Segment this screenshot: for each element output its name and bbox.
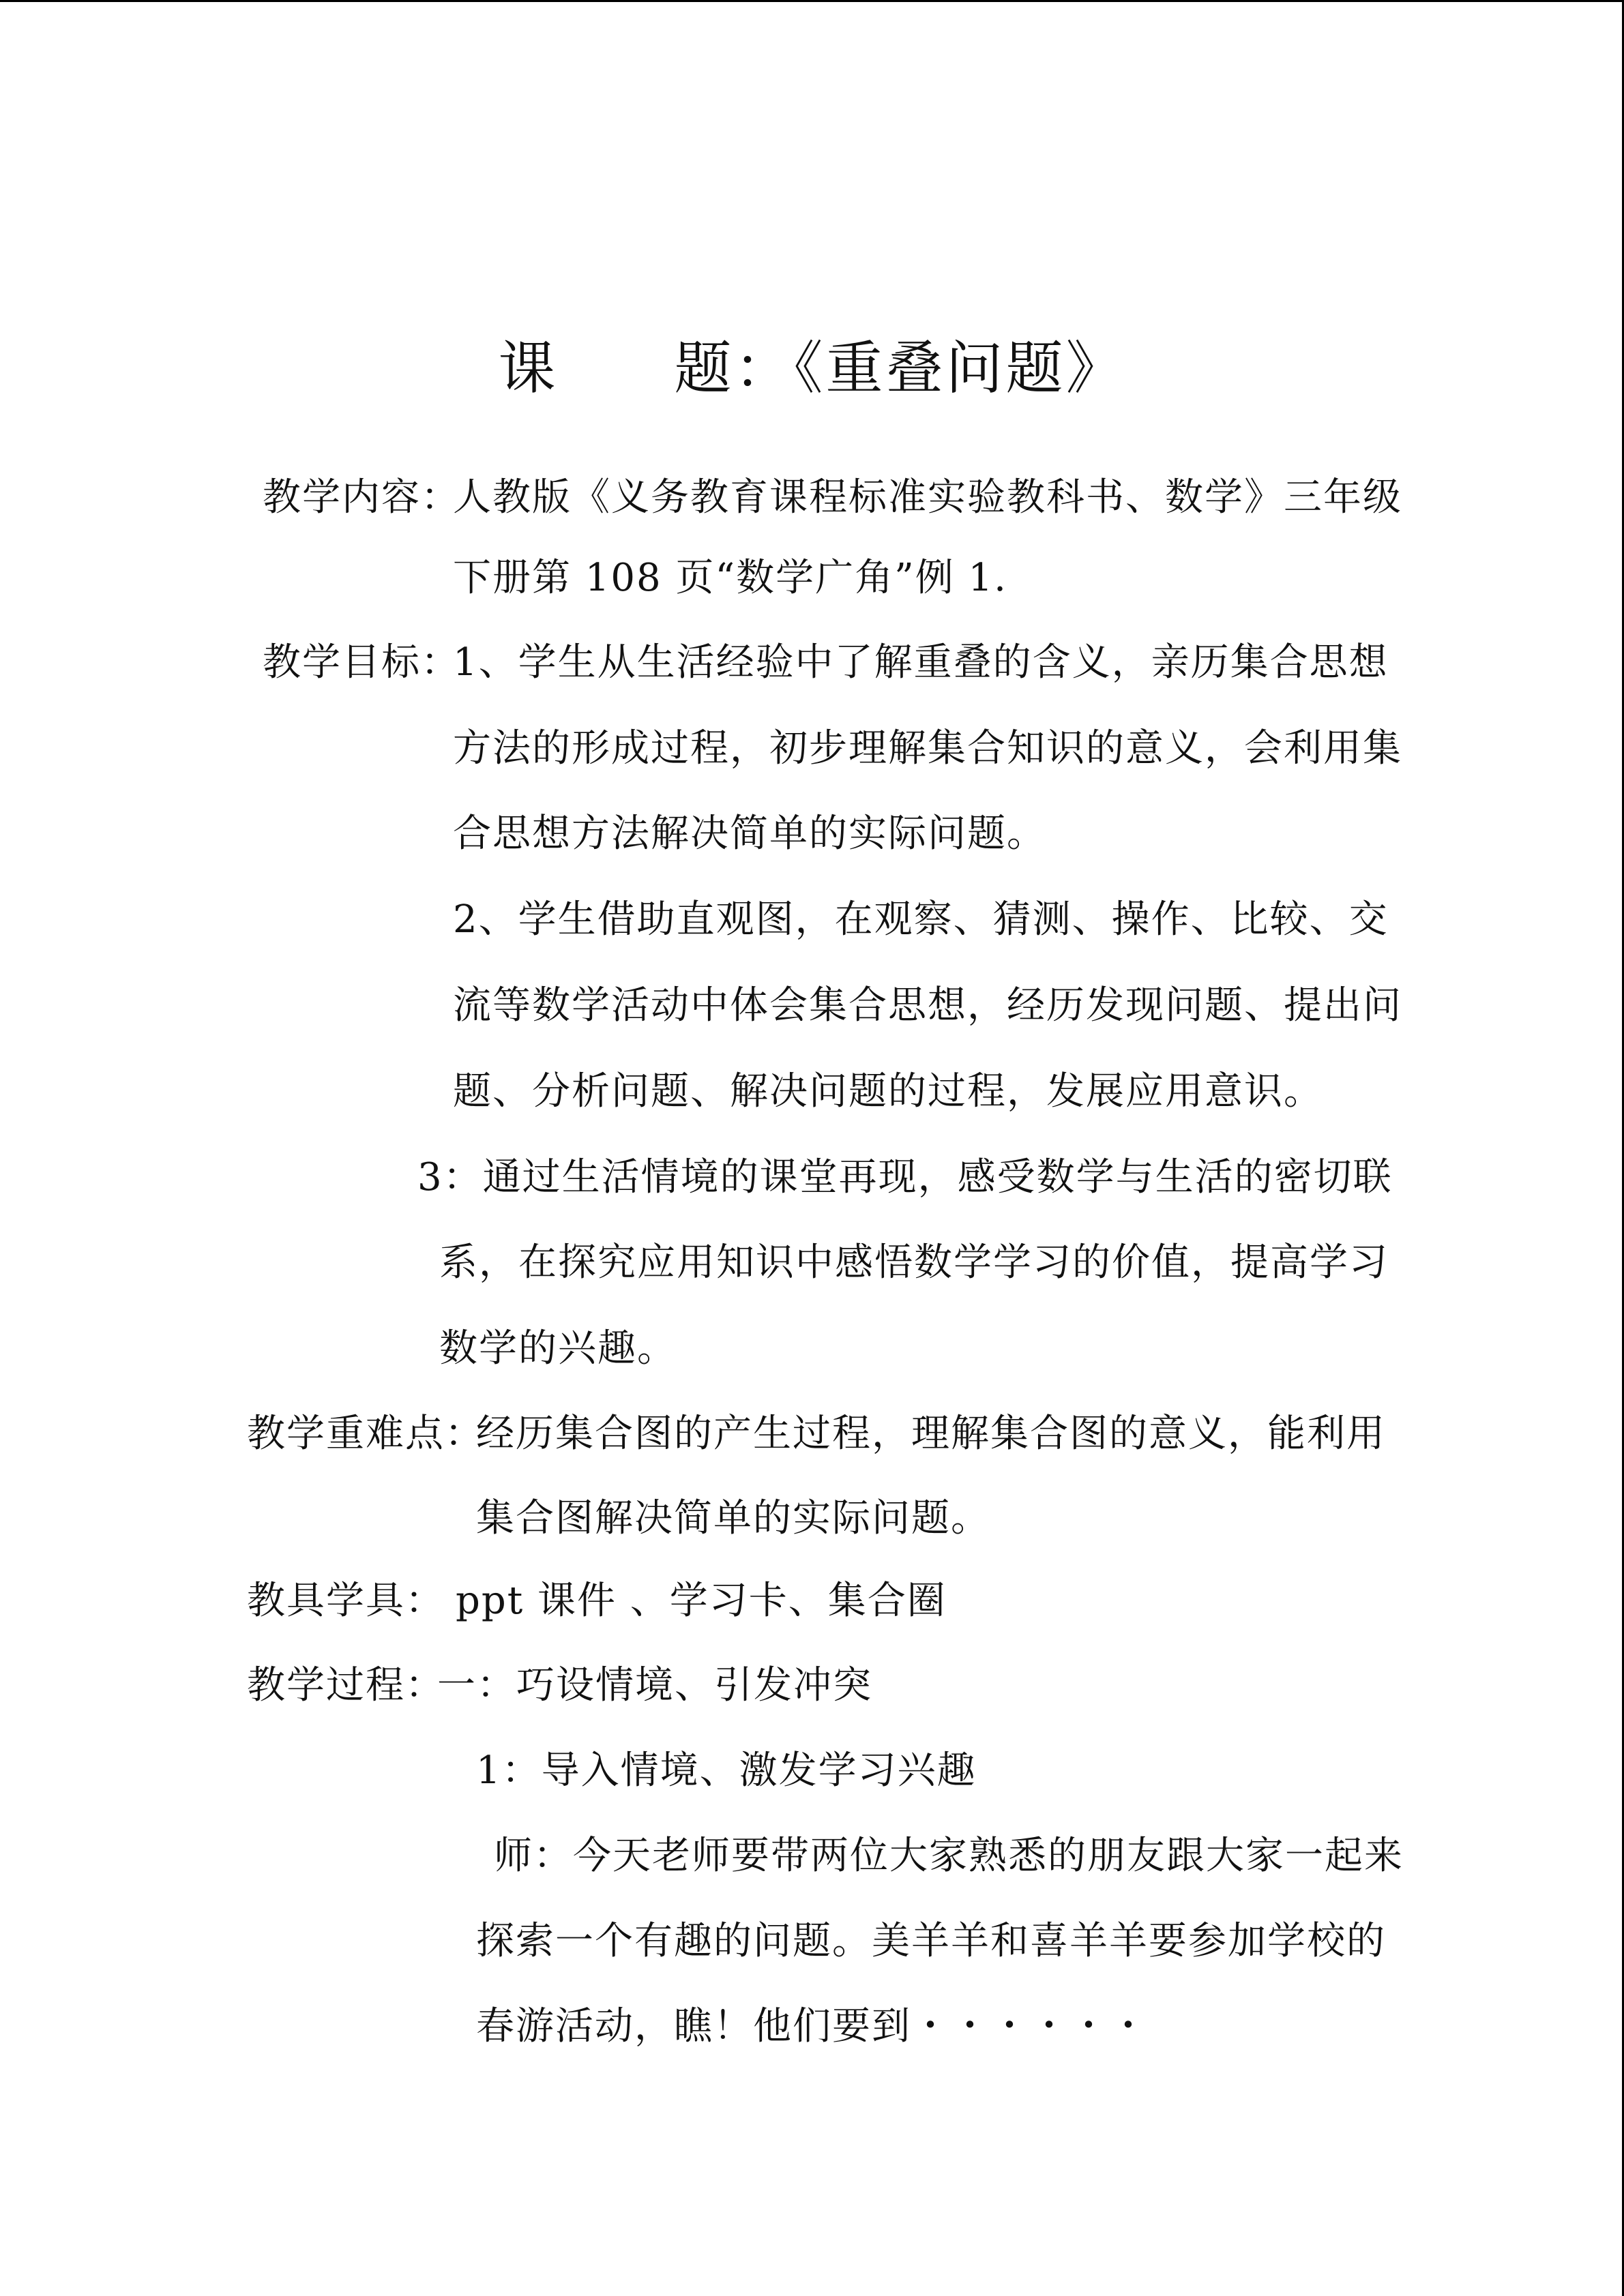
process-para-line2: 探索一个有趣的问题。美羊羊和喜羊羊要参加学校的 [476, 1919, 1386, 1963]
goal3-line1: 3：通过生活情境的课堂再现，感受数学与生活的密切联 [417, 1155, 1393, 1199]
goals-label: 教学目标： [263, 640, 460, 685]
title-part1: 课 [498, 335, 559, 402]
keypoints-label: 教学重难点： [247, 1412, 484, 1456]
content-label: 教学内容： [263, 475, 460, 520]
content-line1: 人教版《义务教育课程标准实验教科书、数学》三年级 [453, 475, 1402, 520]
goal2-line3: 题、分析问题、解决问题的过程，发展应用意识。 [453, 1069, 1323, 1114]
goal3-line2: 系，在探究应用知识中感悟数学学习的价值，提高学习 [439, 1240, 1389, 1285]
keypoints-line2: 集合图解决简单的实际问题。 [476, 1496, 990, 1540]
page-top-border [0, 0, 1624, 2]
goal3-line3: 数学的兴趣。 [439, 1326, 677, 1371]
process-step1: 一：巧设情境、引发冲突 [437, 1663, 872, 1708]
keypoints-line1: 经历集合图的产生过程，理解集合图的意义，能利用 [476, 1412, 1386, 1456]
process-sub1: 1：导入情境、激发学习兴趣 [476, 1748, 977, 1793]
goal2-line2: 流等数学活动中体会集合思想，经历发现问题、提出问 [453, 983, 1402, 1028]
title-part2: 题：《重叠问题》 [674, 335, 1126, 402]
tools-label: 教具学具： [247, 1579, 445, 1623]
content-line2: 下册第 108 页“数学广角”例 1. [453, 556, 1007, 600]
page-title [0, 331, 1624, 406]
goal1-line3: 合思想方法解决简单的实际问题。 [453, 811, 1046, 856]
process-para-line3: 春游活动，瞧！他们要到・・・・・・ [476, 2004, 1149, 2048]
tools-text: ppt 课件 、学习卡、集合圈 [456, 1579, 947, 1623]
process-para-line1: 师：今天老师要带两位大家熟悉的朋友跟大家一起来 [494, 1834, 1404, 1878]
goal2-line1: 2、学生借助直观图，在观察、猜测、操作、比较、交 [453, 897, 1389, 942]
goal1-line2: 方法的形成过程，初步理解集合知识的意义，会利用集 [453, 726, 1402, 771]
goal1-line1: 1、学生从生活经验中了解重叠的含义，亲历集合思想 [453, 640, 1389, 685]
process-label: 教学过程： [247, 1663, 445, 1708]
